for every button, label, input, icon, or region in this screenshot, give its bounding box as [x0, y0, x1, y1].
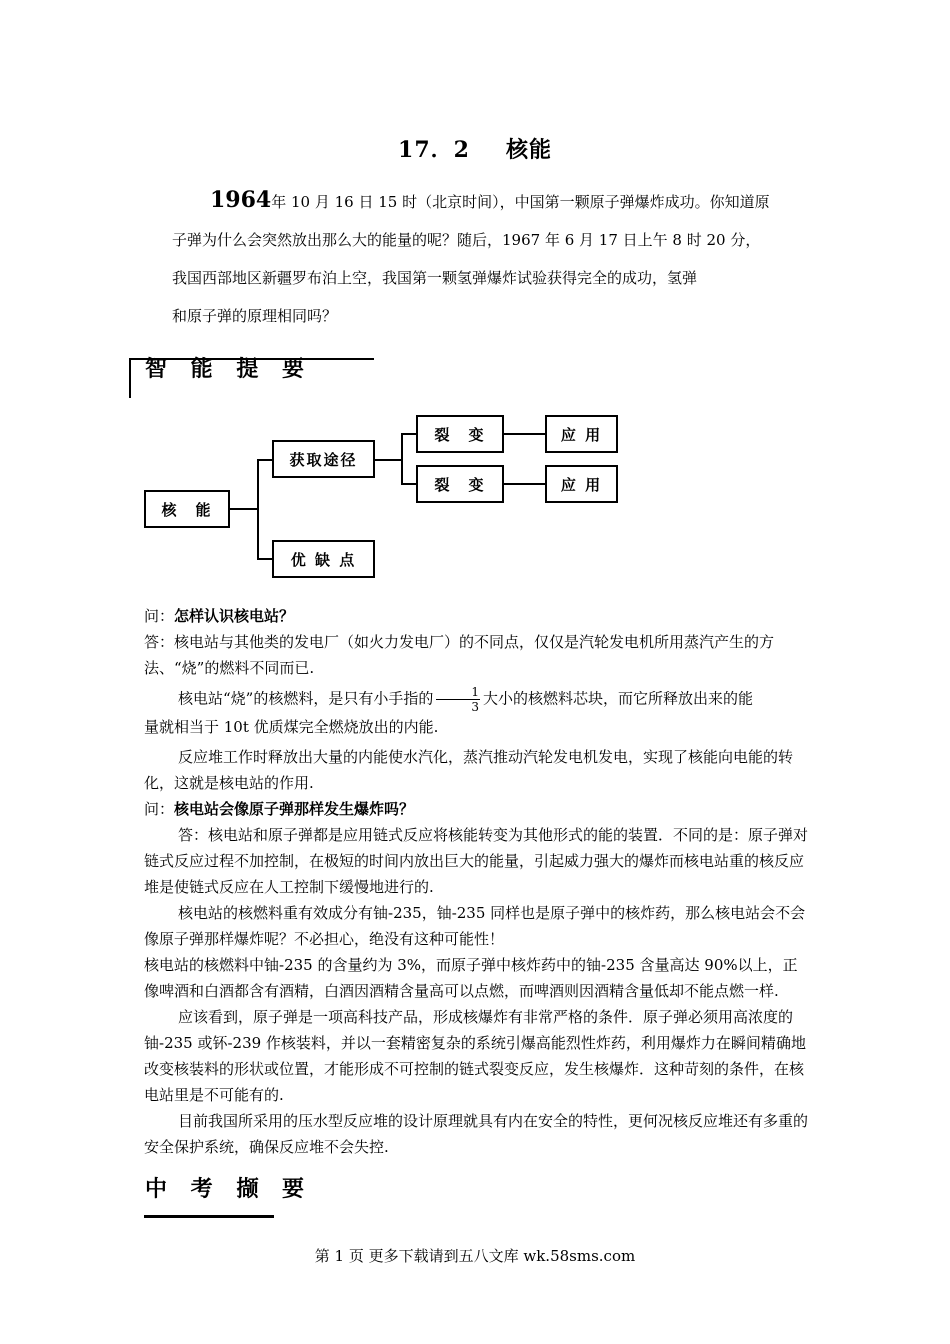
intro-line1: 年 10 月 16 日 15 时（北京时间），中国第一颗原子弹爆炸成功。你知道原 [271, 193, 770, 211]
question-1 [144, 603, 808, 629]
fraction-numerator: 1 [436, 685, 480, 700]
node-fission-2: 裂 变 [416, 465, 504, 503]
intro-year: 1964 [210, 187, 272, 213]
intro-paragraph [172, 181, 822, 335]
paragraph-concentration: 核电站的核燃料中铀-235 的含量约为 3%，而原子弹中核炸药中的铀-235 含量高达 90%以上，正像啤酒和白酒都含有酒精，白酒因酒精含量高可以点燃，而啤酒则因酒精含量低却不能点燃一样. [144, 956, 798, 1000]
fraction-one-third [436, 685, 480, 714]
page-footer: 第 1 页 更多下载请到五八文库 wk.58sms.com [314, 1247, 636, 1265]
answer-2: 答：核电站和原子弹都是应用链式反应将核能转变为其他形式的能的装置．不同的是：原子弹对链式反应过程不加控制，在极短的时间内放出巨大的能量，引起威力强大的爆炸而核电站重的核反应堆是使链式反应在人工控制下缓慢地进行的. [144, 826, 809, 896]
connector-branch1-out [374, 459, 402, 461]
intro-line3: 我国西部地区新疆罗布泊上空，我国第一颗氢弹爆炸试验获得完全的成功，氢弹 [172, 269, 698, 287]
paragraph-reactor: 反应堆工作时释放出大量的内能使水汽化，蒸汽推动汽轮发电机发电，实现了核能向电能的转化，这就是核电站的作用. [144, 748, 794, 792]
intro-line2: 子弹为什么会突然放出那么大的能量的呢？随后，1967 年 6 月 17 日上午 8 时 20 分， [172, 231, 761, 249]
title-number: 17．2 [398, 137, 470, 163]
question-prefix: 问： [144, 607, 175, 625]
question-2 [144, 796, 808, 822]
section2-underline [144, 1215, 274, 1218]
node-acquisition: 获取途径 [272, 440, 375, 478]
title-text: 核能 [505, 137, 552, 163]
page-title [0, 133, 950, 164]
node-application-2: 应 用 [545, 465, 618, 503]
question-2-text: 核电站会像原子弹那样发生爆炸吗？ [174, 800, 415, 818]
question-1-text: 怎样认识核电站？ [174, 607, 295, 625]
connector-app2 [502, 483, 546, 485]
connector-trunk [257, 459, 259, 559]
paragraph-fuel-line2: 量就相当于 10t 优质煤完全燃烧放出的内能. [144, 718, 439, 736]
section1-left-rule [129, 358, 131, 398]
connector-split [401, 433, 403, 485]
node-nuclear-energy: 核 能 [144, 490, 230, 528]
paragraph-safety: 目前我国所采用的压水型反应堆的设计原理就具有内在安全的特性，更何况核反应堆还有多重的安全保护系统，确保反应堆不会失控. [144, 1112, 809, 1156]
paragraph-conditions: 应该看到，原子弹是一项高科技产品，形成核爆炸有非常严格的条件．原子弹必须用高浓度的铀-235 或钚-239 作核装料，并以一套精密复杂的系统引爆高能烈性炸药，利用爆炸力在瞬间精确地改变核装料的形状或位置，才能形成不可控制的链式裂变反应，发生核爆炸．这种苛刻的条件，在核电站里是不可能有的. [144, 1008, 806, 1104]
section2-heading: 中 考 撷 要 [145, 1177, 312, 1202]
connector-root [228, 508, 258, 510]
connector-branch1 [257, 459, 273, 461]
paragraph-uranium: 核电站的核燃料重有效成分有铀-235，铀-235 同样也是原子弹中的核炸药，那么核电站会不会像原子弹那样爆炸呢？不必担心，绝没有这种可能性！ [144, 904, 806, 948]
paragraph-fuel-pre: 核电站“烧”的核燃料，是只有小手指的 [178, 689, 434, 708]
paragraph-fuel-post: 大小的核燃料芯块，而它所释放出来的能 [482, 689, 753, 708]
answer-1: 答：核电站与其他类的发电厂（如火力发电厂）的不同点，仅仅是汽轮发电机所用蒸汽产生的方法、“烧”的燃料不同而已. [144, 633, 775, 677]
node-pros-cons: 优 缺 点 [272, 540, 375, 578]
qa-content [144, 603, 808, 1160]
section1-heading: 智 能 提 要 [145, 357, 312, 382]
connector-app1 [502, 433, 546, 435]
connector-leaf1 [401, 433, 417, 435]
connector-leaf2 [401, 483, 417, 485]
paragraph-fuel [144, 685, 808, 714]
intro-line4: 和原子弹的原理相同吗？ [172, 307, 338, 325]
connector-branch2 [257, 558, 273, 560]
node-application-1: 应 用 [545, 415, 618, 453]
node-fission-1: 裂 变 [416, 415, 504, 453]
fraction-denominator: 3 [471, 700, 479, 714]
question-prefix: 问： [144, 800, 175, 818]
